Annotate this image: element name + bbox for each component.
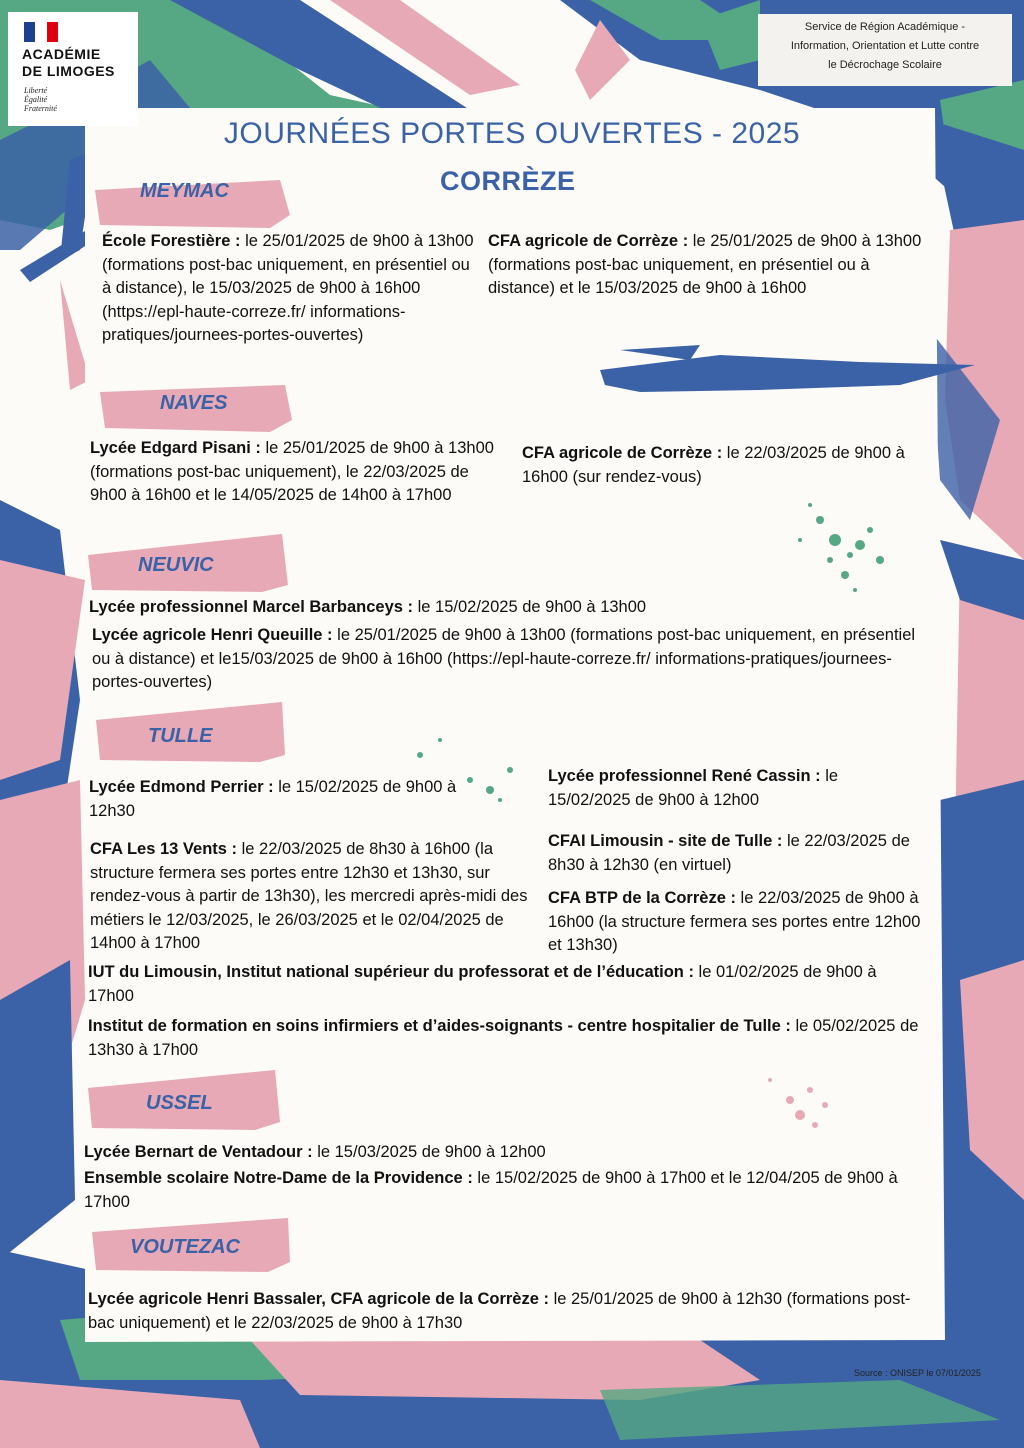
- entry-name: CFA BTP de la Corrèze :: [548, 889, 736, 907]
- logo-line-1: ACADÉMIE: [22, 46, 101, 62]
- entry-name: Lycée professionnel Marcel Barbanceys :: [89, 598, 414, 616]
- entry-name: Institut de formation en soins infirmiers et d’aides-soignants - centre hospitalier de Tulle :: [88, 1017, 791, 1035]
- entry-text: le 25/01/2025 de 9h00 à 12h30 (formations post-bac uniquement) et le 22/03/2025 de 9h00 à 17h30: [88, 1290, 911, 1332]
- academie-logo: [8, 12, 138, 126]
- entry-name: Lycée professionnel René Cassin :: [548, 767, 821, 785]
- entry-name: Lycée agricole Henri Queuille :: [92, 626, 333, 644]
- entry-lycee-marcel-barbanceys: [89, 596, 934, 620]
- motto-line: Liberté: [24, 86, 48, 95]
- entry-ifsi-tulle: [88, 1015, 933, 1062]
- motto-line: Fraternité: [24, 104, 57, 113]
- entry-lycee-rene-cassin: [548, 765, 893, 812]
- entry-name: CFA agricole de Corrèze :: [488, 232, 689, 250]
- motto-line: Égalité: [24, 95, 48, 104]
- city-heading-voutezac: VOUTEZAC: [130, 1236, 240, 1258]
- entry-text: le 22/03/2025 de 9h00 à 16h00 (sur rendez-vous): [522, 444, 905, 486]
- entry-text: le 25/01/2025 de 9h00 à 13h00 (formations post-bac uniquement, en présentiel ou à distance), le 15/03/2025 de 9h00 à 16h00 (https://epl-haute-correze.fr/ informations-pratiques/journees-portes-ouvertes): [102, 232, 474, 344]
- service-line: le Décrochage Scolaire: [828, 59, 942, 71]
- entry-text: le 01/02/2025 de 9h00 à 17h00: [88, 963, 877, 1005]
- city-heading-meymac: MEYMAC: [140, 180, 229, 202]
- city-heading-tulle: TULLE: [148, 725, 213, 747]
- entry-text: le 15/02/2025 de 9h00 à 12h00: [548, 767, 839, 809]
- entry-name: École Forestière :: [102, 232, 241, 250]
- entry-text: le 22/03/2025 de 8h30 à 12h30 (en virtuel): [548, 832, 910, 874]
- entry-notre-dame-providence: [84, 1167, 929, 1214]
- entry-cfa-btp-correze: [548, 887, 938, 958]
- entry-name: Lycée agricole Henri Bassaler, CFA agricole de la Corrèze :: [88, 1290, 549, 1308]
- entry-cfa-agricole-meymac: [488, 230, 933, 301]
- entry-text: le 25/01/2025 de 9h00 à 13h00 (formations post-bac uniquement, en présentiel ou à distance) et le15/03/2025 de 9h00 à 16h00 (https://epl-haute-correze.fr/ informations-pratiques/journees-portes-ouvertes): [92, 626, 916, 691]
- source-note: Source : ONISEP le 07/01/2025: [854, 1368, 981, 1378]
- entry-iut-limousin: [88, 961, 923, 1008]
- service-line: Service de Région Académique -: [804, 21, 966, 33]
- entry-text: le 15/02/2025 de 9h00 à 17h00 et le 12/04/205 de 9h00 à 17h00: [84, 1169, 898, 1211]
- page-title: JOURNÉES PORTES OUVERTES - 2025: [223, 117, 801, 150]
- entry-cfa-les-13-vents: [90, 838, 540, 956]
- entry-text: le 05/02/2025 de 13h30 à 17h00: [88, 1017, 919, 1059]
- entry-text: le 15/03/2025 de 9h00 à 12h00: [312, 1143, 546, 1161]
- entry-text: le 25/01/2025 de 9h00 à 13h00 (formations post-bac uniquement), le 22/03/2025 de 9h00 à 16h00 et le 14/05/2025 de 14h00 à 17h00: [90, 439, 494, 504]
- city-heading-ussel: USSEL: [146, 1092, 213, 1114]
- entry-cfai-limousin: [548, 830, 938, 877]
- entry-text: le 22/03/2025 de 8h30 à 16h00 (la structure fermera ses portes entre 12h30 et 13h30, sur rendez-vous à partir de 13h30), les mercredi après-midi des métiers le 12/03/2025, le 26/03/2025 et le 02/04/2025 de 14h00 à 17h00: [90, 840, 528, 952]
- entry-name: CFA agricole de Corrèze :: [522, 444, 723, 462]
- entry-text: le 15/02/2025 de 9h00 à 13h00: [413, 598, 647, 616]
- entry-lycee-henri-bassaler: [88, 1288, 933, 1335]
- entry-lycee-bernart-de-ventadour: [84, 1141, 929, 1165]
- entry-text: le 25/01/2025 de 9h00 à 13h00 (formations post-bac uniquement, en présentiel ou à distance) et le 15/03/2025 de 9h00 à 16h00: [488, 232, 922, 297]
- marianne-flag-icon: [24, 22, 58, 42]
- entry-text: le 22/03/2025 de 9h00 à 16h00 (la structure fermera ses portes entre 12h00 et 13h30): [548, 889, 921, 954]
- entry-name: Lycée Edgard Pisani :: [90, 439, 261, 457]
- entry-text: le 15/02/2025 de 9h00 à 12h30: [89, 778, 457, 820]
- logo-line-2: DE LIMOGES: [22, 63, 115, 79]
- entry-name: Lycée Bernart de Ventadour :: [84, 1143, 313, 1161]
- entry-name: CFA Les 13 Vents :: [90, 840, 238, 858]
- entry-name: IUT du Limousin, Institut national supérieur du professorat et de l’éducation :: [88, 963, 694, 981]
- city-heading-neuvic: NEUVIC: [138, 554, 214, 576]
- service-box: [758, 14, 1012, 86]
- motto: [24, 86, 57, 113]
- city-heading-naves: NAVES: [160, 392, 228, 414]
- entry-lycee-edmond-perrier: [89, 776, 459, 823]
- entry-name: Ensemble scolaire Notre-Dame de la Providence :: [84, 1169, 473, 1187]
- service-line: Information, Orientation et Lutte contre: [790, 40, 980, 52]
- page-subtitle: CORRÈZE: [440, 166, 576, 196]
- entry-cfa-agricole-naves: [522, 442, 907, 489]
- entry-lycee-henri-queuille: [92, 624, 934, 695]
- entry-ecole-forestiere: [102, 230, 477, 348]
- entry-lycee-edgard-pisani: [90, 437, 510, 508]
- entry-name: Lycée Edmond Perrier :: [89, 778, 274, 796]
- entry-name: CFAI Limousin - site de Tulle :: [548, 832, 783, 850]
